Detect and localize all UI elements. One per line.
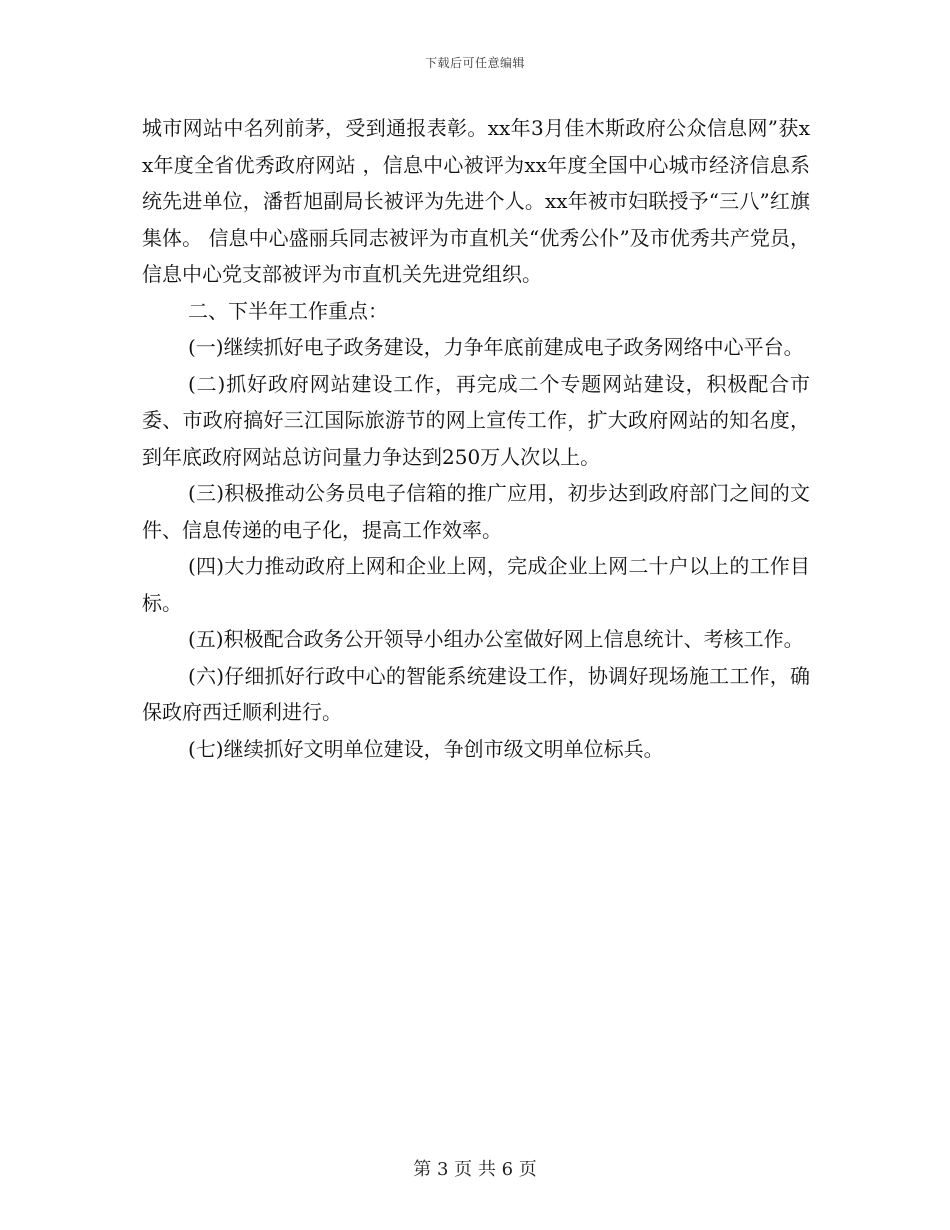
list-item-3: (三)积极推动公务员电子信箱的推广应用，初步达到政府部门之间的文件、信息传递的电子化，提高工作效率。 bbox=[142, 481, 810, 542]
list-item-5: (五)积极配合政务公开领导小组办公室做好网上信息统计、考核工作。 bbox=[188, 627, 804, 651]
list-item-2: (二)抓好政府网站建设工作，再完成二个专题网站建设，积极配合市委、市政府搞好三江国际旅游节的网上宣传工作，扩大政府网站的知名度，到年底政府网站总访问量力争达到250万人次以上。 bbox=[142, 371, 810, 469]
page-header-note: 下载后可任意编辑 bbox=[424, 56, 525, 70]
list-item-4: (四)大力推动政府上网和企业上网，完成企业上网二十户以上的工作目标。 bbox=[142, 554, 810, 615]
paragraph-honors: 城市网站中名列前茅，受到通报表彰。xx年3月佳木斯政府公众信息网”获xx年度全省优秀政府网站 ，信息中心被评为xx年度全国中心城市经济信息系统先进单位，潘哲旭副局长被评为先进个人。xx年被市妇联授予“三八”红旗集体。 信息中心盛丽兵同志被评为市直机关“优秀公仆”及市优秀共产党员，信息中心党支部被评为市直机关先进党组织。 bbox=[142, 116, 810, 286]
list-item-6: (六)仔细抓好行政中心的智能系统建设工作，协调好现场施工工作，确保政府西迁顺利进行。 bbox=[142, 663, 810, 724]
list-item-7: (七)继续抓好文明单位建设，争创市级文明单位标兵。 bbox=[188, 736, 664, 761]
list-item-1: (一)继续抓好电子政务建设，力争年底前建成电子政务网络中心平台。 bbox=[188, 335, 804, 359]
document-body bbox=[142, 110, 810, 767]
page-number-footer: 第 3 页 共 6 页 bbox=[413, 1159, 537, 1180]
section-heading-second-half-priorities: 二、下半年工作重点： bbox=[188, 298, 388, 323]
